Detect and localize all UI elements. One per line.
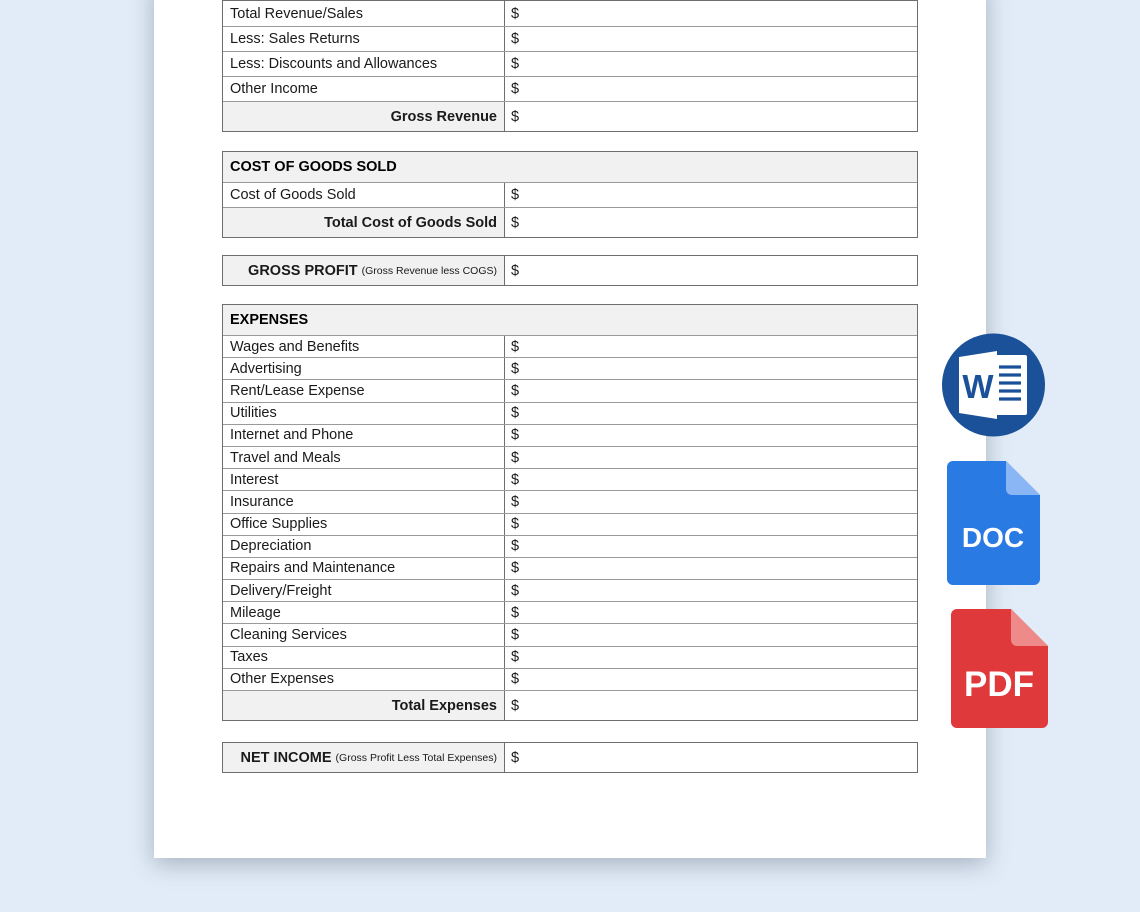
row-label: Total Revenue/Sales: [223, 1, 505, 26]
gross-profit-label-cell: [223, 256, 505, 285]
row-value: $: [511, 31, 520, 47]
table-row: [223, 51, 917, 76]
table-row: [223, 490, 917, 512]
row-value: $: [511, 5, 520, 22]
revenue-table: [222, 0, 918, 132]
total-cogs-label: Total Cost of Goods Sold: [223, 208, 505, 237]
row-label: Less: Sales Returns: [223, 27, 505, 51]
row-value: $: [511, 56, 520, 72]
expenses-table: [222, 304, 918, 721]
row-value: $: [511, 187, 520, 203]
table-row: [223, 623, 917, 645]
word-file-icon: [941, 333, 1046, 437]
row-label: Less: Discounts and Allowances: [223, 52, 505, 76]
row-label: Repairs and Maintenance: [223, 558, 505, 579]
row-value: $: [511, 627, 520, 644]
table-row: [223, 579, 917, 601]
cogs-table: [222, 151, 918, 238]
row-value: $: [511, 671, 520, 688]
doc-icon-label: DOC: [961, 522, 1025, 553]
row-value: $: [511, 493, 520, 510]
row-label: Rent/Lease Expense: [223, 380, 505, 401]
net-income-value: $: [511, 749, 520, 766]
total-expenses-row: [223, 690, 917, 720]
net-income-label: NET INCOME: [240, 749, 332, 766]
table-row: [223, 379, 917, 401]
row-label: Wages and Benefits: [223, 336, 505, 357]
table-row: [223, 601, 917, 623]
table-row: [223, 76, 917, 101]
table-row: [223, 557, 917, 579]
total-expenses-value: $: [505, 691, 917, 720]
row-label: Mileage: [223, 602, 505, 623]
row-value: $: [511, 338, 520, 355]
row-value: $: [511, 471, 520, 488]
row-label: Utilities: [223, 403, 505, 424]
total-expenses-label: Total Expenses: [223, 691, 505, 720]
cogs-header: COST OF GOODS SOLD: [223, 152, 917, 182]
pdf-icon-label: PDF: [964, 665, 1034, 704]
row-value: $: [511, 516, 520, 533]
expenses-header: EXPENSES: [223, 305, 917, 335]
row-value: $: [511, 360, 520, 377]
net-income-note: (Gross Profit Less Total Expenses): [335, 751, 497, 764]
table-row: [223, 182, 917, 207]
table-row: [223, 468, 917, 490]
gross-profit-table: [222, 255, 918, 286]
table-row: [223, 646, 917, 668]
row-label: Internet and Phone: [223, 425, 505, 446]
table-row: [223, 1, 917, 26]
table-row: [223, 513, 917, 535]
row-value: $: [511, 427, 520, 444]
row-label: Other Expenses: [223, 669, 505, 690]
pdf-file-icon: [951, 609, 1048, 728]
net-income-label-cell: [223, 743, 505, 772]
row-label: Advertising: [223, 358, 505, 379]
row-label: Other Income: [223, 77, 505, 101]
row-value: $: [511, 449, 520, 466]
row-label: Taxes: [223, 647, 505, 668]
table-row: [223, 668, 917, 690]
row-value: $: [511, 582, 520, 599]
row-value: $: [511, 382, 520, 399]
total-cogs-value: $: [505, 208, 917, 237]
gross-profit-label: GROSS PROFIT: [248, 262, 358, 279]
row-label: Cleaning Services: [223, 624, 505, 645]
table-row: [223, 535, 917, 557]
gross-profit-row: [223, 256, 917, 285]
row-label: Office Supplies: [223, 514, 505, 535]
gross-revenue-row: [223, 101, 917, 131]
google-doc-file-icon: [947, 461, 1040, 585]
row-value: $: [511, 560, 520, 577]
row-label: Insurance: [223, 491, 505, 512]
row-value: $: [511, 649, 520, 666]
row-label: Depreciation: [223, 536, 505, 557]
row-value: $: [511, 81, 520, 97]
table-row: [223, 424, 917, 446]
net-income-table: [222, 742, 918, 773]
table-row: [223, 402, 917, 424]
row-value: $: [511, 538, 520, 555]
row-label: Interest: [223, 469, 505, 490]
word-icon-letter: W: [962, 368, 994, 405]
row-label: Travel and Meals: [223, 447, 505, 468]
gross-profit-note: (Gross Revenue less COGS): [361, 264, 497, 277]
row-label: Cost of Goods Sold: [223, 183, 505, 207]
table-row: [223, 446, 917, 468]
net-income-row: [223, 743, 917, 772]
total-cogs-row: [223, 207, 917, 237]
row-value: $: [511, 405, 520, 422]
row-label: Delivery/Freight: [223, 580, 505, 601]
gross-revenue-label: Gross Revenue: [223, 102, 505, 131]
table-row: [223, 357, 917, 379]
gross-profit-value: $: [511, 262, 520, 279]
table-row: [223, 335, 917, 357]
row-value: $: [511, 604, 520, 621]
gross-revenue-value: $: [505, 102, 917, 131]
table-row: [223, 26, 917, 51]
